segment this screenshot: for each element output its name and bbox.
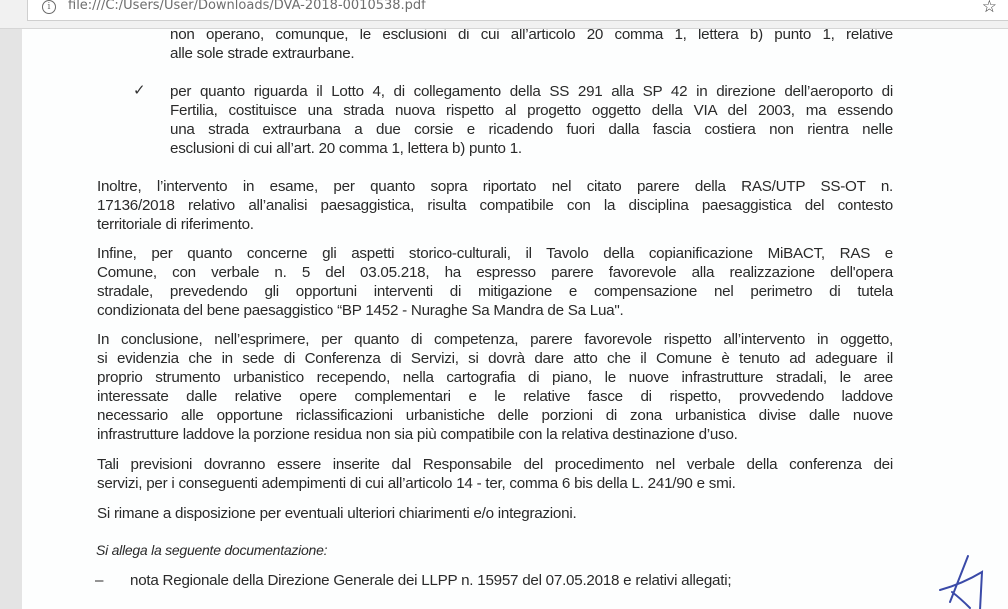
info-icon[interactable]: i [42,0,56,14]
paragraph-line: Comune, con verbale n. 5 del 03.05.218, ha espresso parere favorevole alla realizzazione dell'opera [97,264,893,281]
paragraph-line: si evidenzia che in sede di Conferenza di Servizi, si dovrà dare atto che il Comune è tenuto ad adeguare il [97,350,893,367]
paragraph-line: infrastrutture laddove la porzione residua non sia più compatibile con la relativa destinazione d’uso. [97,426,738,443]
url-text[interactable]: file:///C:/Users/User/Downloads/DVA-2018-0010538.pdf [68,0,426,13]
bullet-line: esclusioni di cui all’art. 20 comma 1, lettera b) punto 1. [170,140,522,157]
signature-stroke [940,556,982,609]
paragraph-line: Inoltre, l’intervento in esame, per quanto sopra riportato nel citato parere della RAS/UTP SS-OT n. [97,178,893,195]
bullet-line: una strada extraurbana a due corsie e ricadendo fuori dalla fascia costiera non rientra nelle [170,121,893,138]
paragraph-line: 17136/2018 relativo all’analisi paesaggistica, risulta compatibile con la disciplina paesaggistica del contesto [97,197,893,214]
paragraph-line: necessario alle opportune riclassificazioni urbanistiche delle porzioni di zona urbanistica divise dalle nuove [97,407,893,424]
attachment-item: nota Regionale della Direzione Generale dei LLPP n. 15957 del 07.05.2018 e relativi allegati; [130,572,732,589]
bullet-line: per quanto riguarda il Lotto 4, di collegamento della SS 291 alla SP 42 in direzione dell’aeroporto di [170,83,893,100]
text-line: non operano, comunque, le esclusioni di cui all’articolo 20 comma 1, lettera b) punto 1, relative [170,29,893,43]
viewer-left-gutter [0,29,22,609]
address-bar[interactable] [27,0,1008,21]
pdf-page [22,29,1008,609]
browser-toolbar [0,0,1008,29]
checkmark-bullet-icon: ✓ [133,81,146,99]
paragraph-line: Si rimane a disposizione per eventuali ulteriori chiarimenti e/o integrazioni. [97,505,577,522]
bullet-line: Fertilia, costituisce una strada nuova rispetto al progetto oggetto della VIA del 2003, ma essendo [170,102,893,119]
attachments-heading: Si allega la seguente documentazione: [96,542,328,558]
handwritten-signature [932,554,1002,609]
paragraph-line: interessate dalle relative opere complementari e le relative fasce di rispetto, provvedendo laddove [97,388,893,405]
paragraph-line: servizi, per i conseguenti adempimenti di cui all’articolo 14 - ter, comma 6 bis della L. 241/90 e smi. [97,475,736,492]
text-line: alle sole strade extraurbane. [170,45,355,62]
paragraph-line: condizionata del bene paesaggistico “BP 1452 - Nuraghe Sa Mandra de Sa Lua". [97,302,624,319]
dash-bullet: – [95,572,104,589]
paragraph-line: proprio strumento urbanistico recependo, nella cartografia di piano, le nuove infrastrutture stradali, le aree [97,369,893,386]
paragraph-line: In conclusione, nell’esprimere, per quanto di competenza, parere favorevole rispetto all’intervento in oggetto, [97,331,893,348]
paragraph-line: territoriale di riferimento. [97,216,254,233]
bookmark-star-icon[interactable]: ☆ [981,0,997,17]
paragraph-line: Tali previsioni dovranno essere inserite dal Responsabile del procedimento nel verbale della conferenza dei [97,456,893,473]
paragraph-line: Infine, per quanto concerne gli aspetti storico-culturali, il Tavolo della copianificazione MiBACT, RAS e [97,245,893,262]
paragraph-line: stradale, prevedendo gli opportuni interventi di mitigazione e compensazione nel perimetro di tutela [97,283,893,300]
